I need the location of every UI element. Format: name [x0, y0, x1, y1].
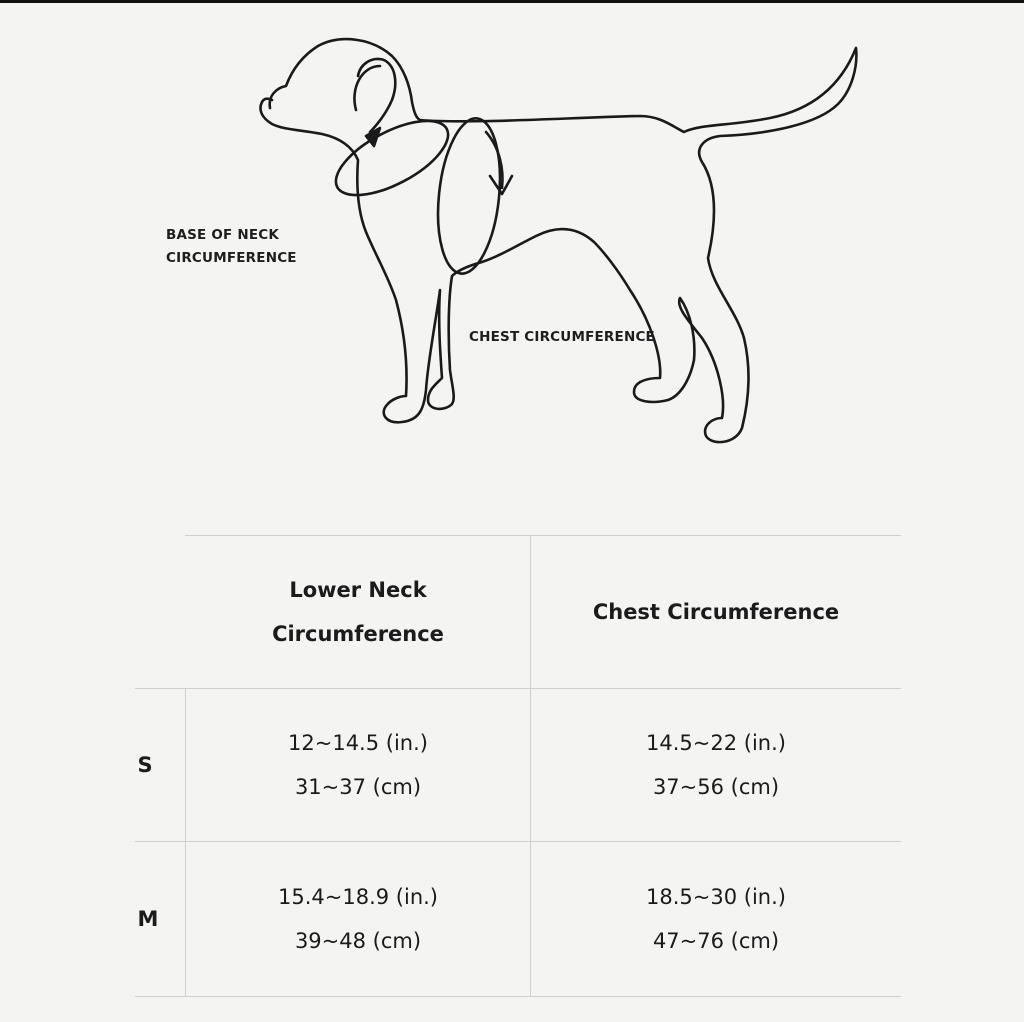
s-chest-cm: 37~56 (cm) — [652, 775, 780, 799]
size-m-text: M — [137, 907, 159, 931]
dog-outline — [260, 39, 856, 442]
header-chest-text: Chest Circumference — [592, 599, 840, 624]
size-s-text: S — [137, 753, 153, 777]
table-cell-m-neck — [186, 842, 530, 996]
base-of-neck-label-line2: CIRCUMFERENCE — [166, 250, 297, 266]
size-label-s — [120, 689, 170, 841]
table-cell-s-neck — [186, 689, 530, 841]
table-cell-m-chest — [531, 842, 901, 996]
base-of-neck-label-line1: BASE OF NECK — [166, 227, 280, 243]
header-lower-neck-line1: Lower Neck — [289, 577, 427, 602]
table-cell-s-chest — [531, 689, 901, 841]
chest-circumference-label: CHEST CIRCUMFERENCE — [469, 329, 655, 345]
header-chest — [531, 535, 901, 688]
chest-measure-loop — [431, 115, 507, 276]
s-chest-inches: 14.5~22 (in.) — [646, 731, 786, 755]
m-neck-cm: 39~48 (cm) — [294, 929, 422, 953]
size-label-m — [123, 842, 173, 996]
m-chest-cm: 47~76 (cm) — [652, 929, 780, 953]
header-lower-neck — [186, 535, 530, 688]
s-neck-inches: 12~14.5 (in.) — [288, 731, 428, 755]
dog-measurement-illustration — [0, 0, 1024, 480]
s-neck-cm: 31~37 (cm) — [294, 775, 422, 799]
m-neck-inches: 15.4~18.9 (in.) — [278, 885, 438, 909]
m-chest-inches: 18.5~30 (in.) — [646, 885, 786, 909]
table-rule-bottom — [135, 996, 901, 997]
header-lower-neck-line2: Circumference — [272, 621, 444, 646]
dog-ear — [358, 59, 395, 132]
size-chart-table — [120, 535, 901, 997]
base-of-neck-label — [166, 224, 326, 270]
